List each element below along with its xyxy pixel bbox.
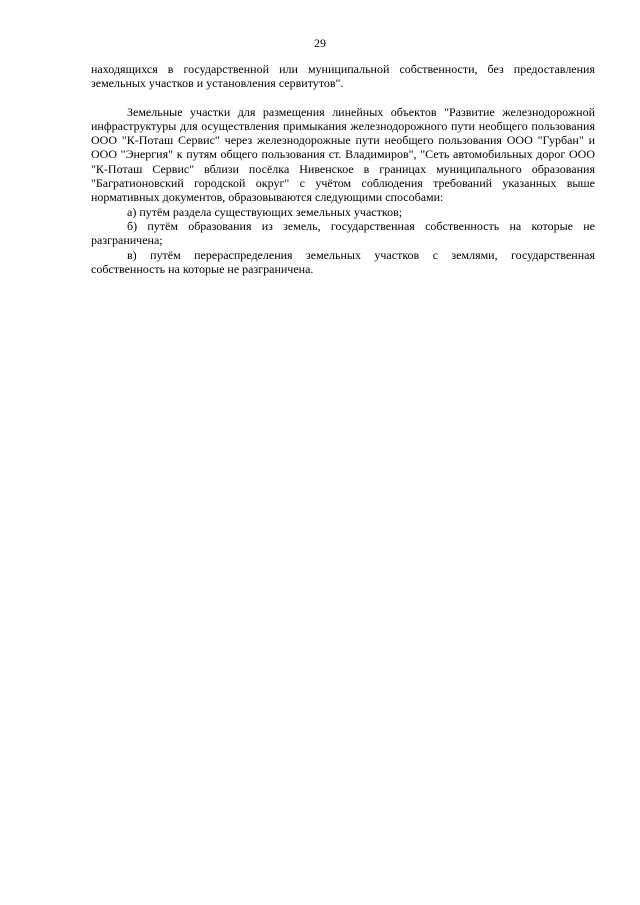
page-number: 29 xyxy=(314,36,326,50)
paragraph-continuation: находящихся в государственной или муниципальной собственности, без предоставления земельных участков и установления сервитутов". xyxy=(91,62,595,91)
paragraph-land-plots: Земельные участки для размещения линейных объектов "Развитие железнодорожной инфраструктуры для осуществления примыкания железнодорожного пути необщего пользования ООО "К-Поташ Сервис" через железнодорожные пути необщего пользования ООО "Гурбан" и ООО "Энергия" к путям общего пользования ст. Владимиров", "Сеть автомобильных дорог ООО "К-Поташ Сервис" вблизи посёлка Нивенское в границах муниципального образования "Багратионовский городской округ" с учётом соблюдения требований указанных выше нормативных документов, образовываются следующими способами: xyxy=(91,104,595,205)
document-body xyxy=(91,62,595,276)
list-item-c: в) путём перераспределения земельных участков с землями, государственная собственность на которые не разграничена. xyxy=(91,247,595,276)
list-item-a: а) путём раздела существующих земельных участков; xyxy=(127,204,403,219)
list-item-b: б) путём образования из земель, государственная собственность на которые не разграничена; xyxy=(91,218,595,248)
